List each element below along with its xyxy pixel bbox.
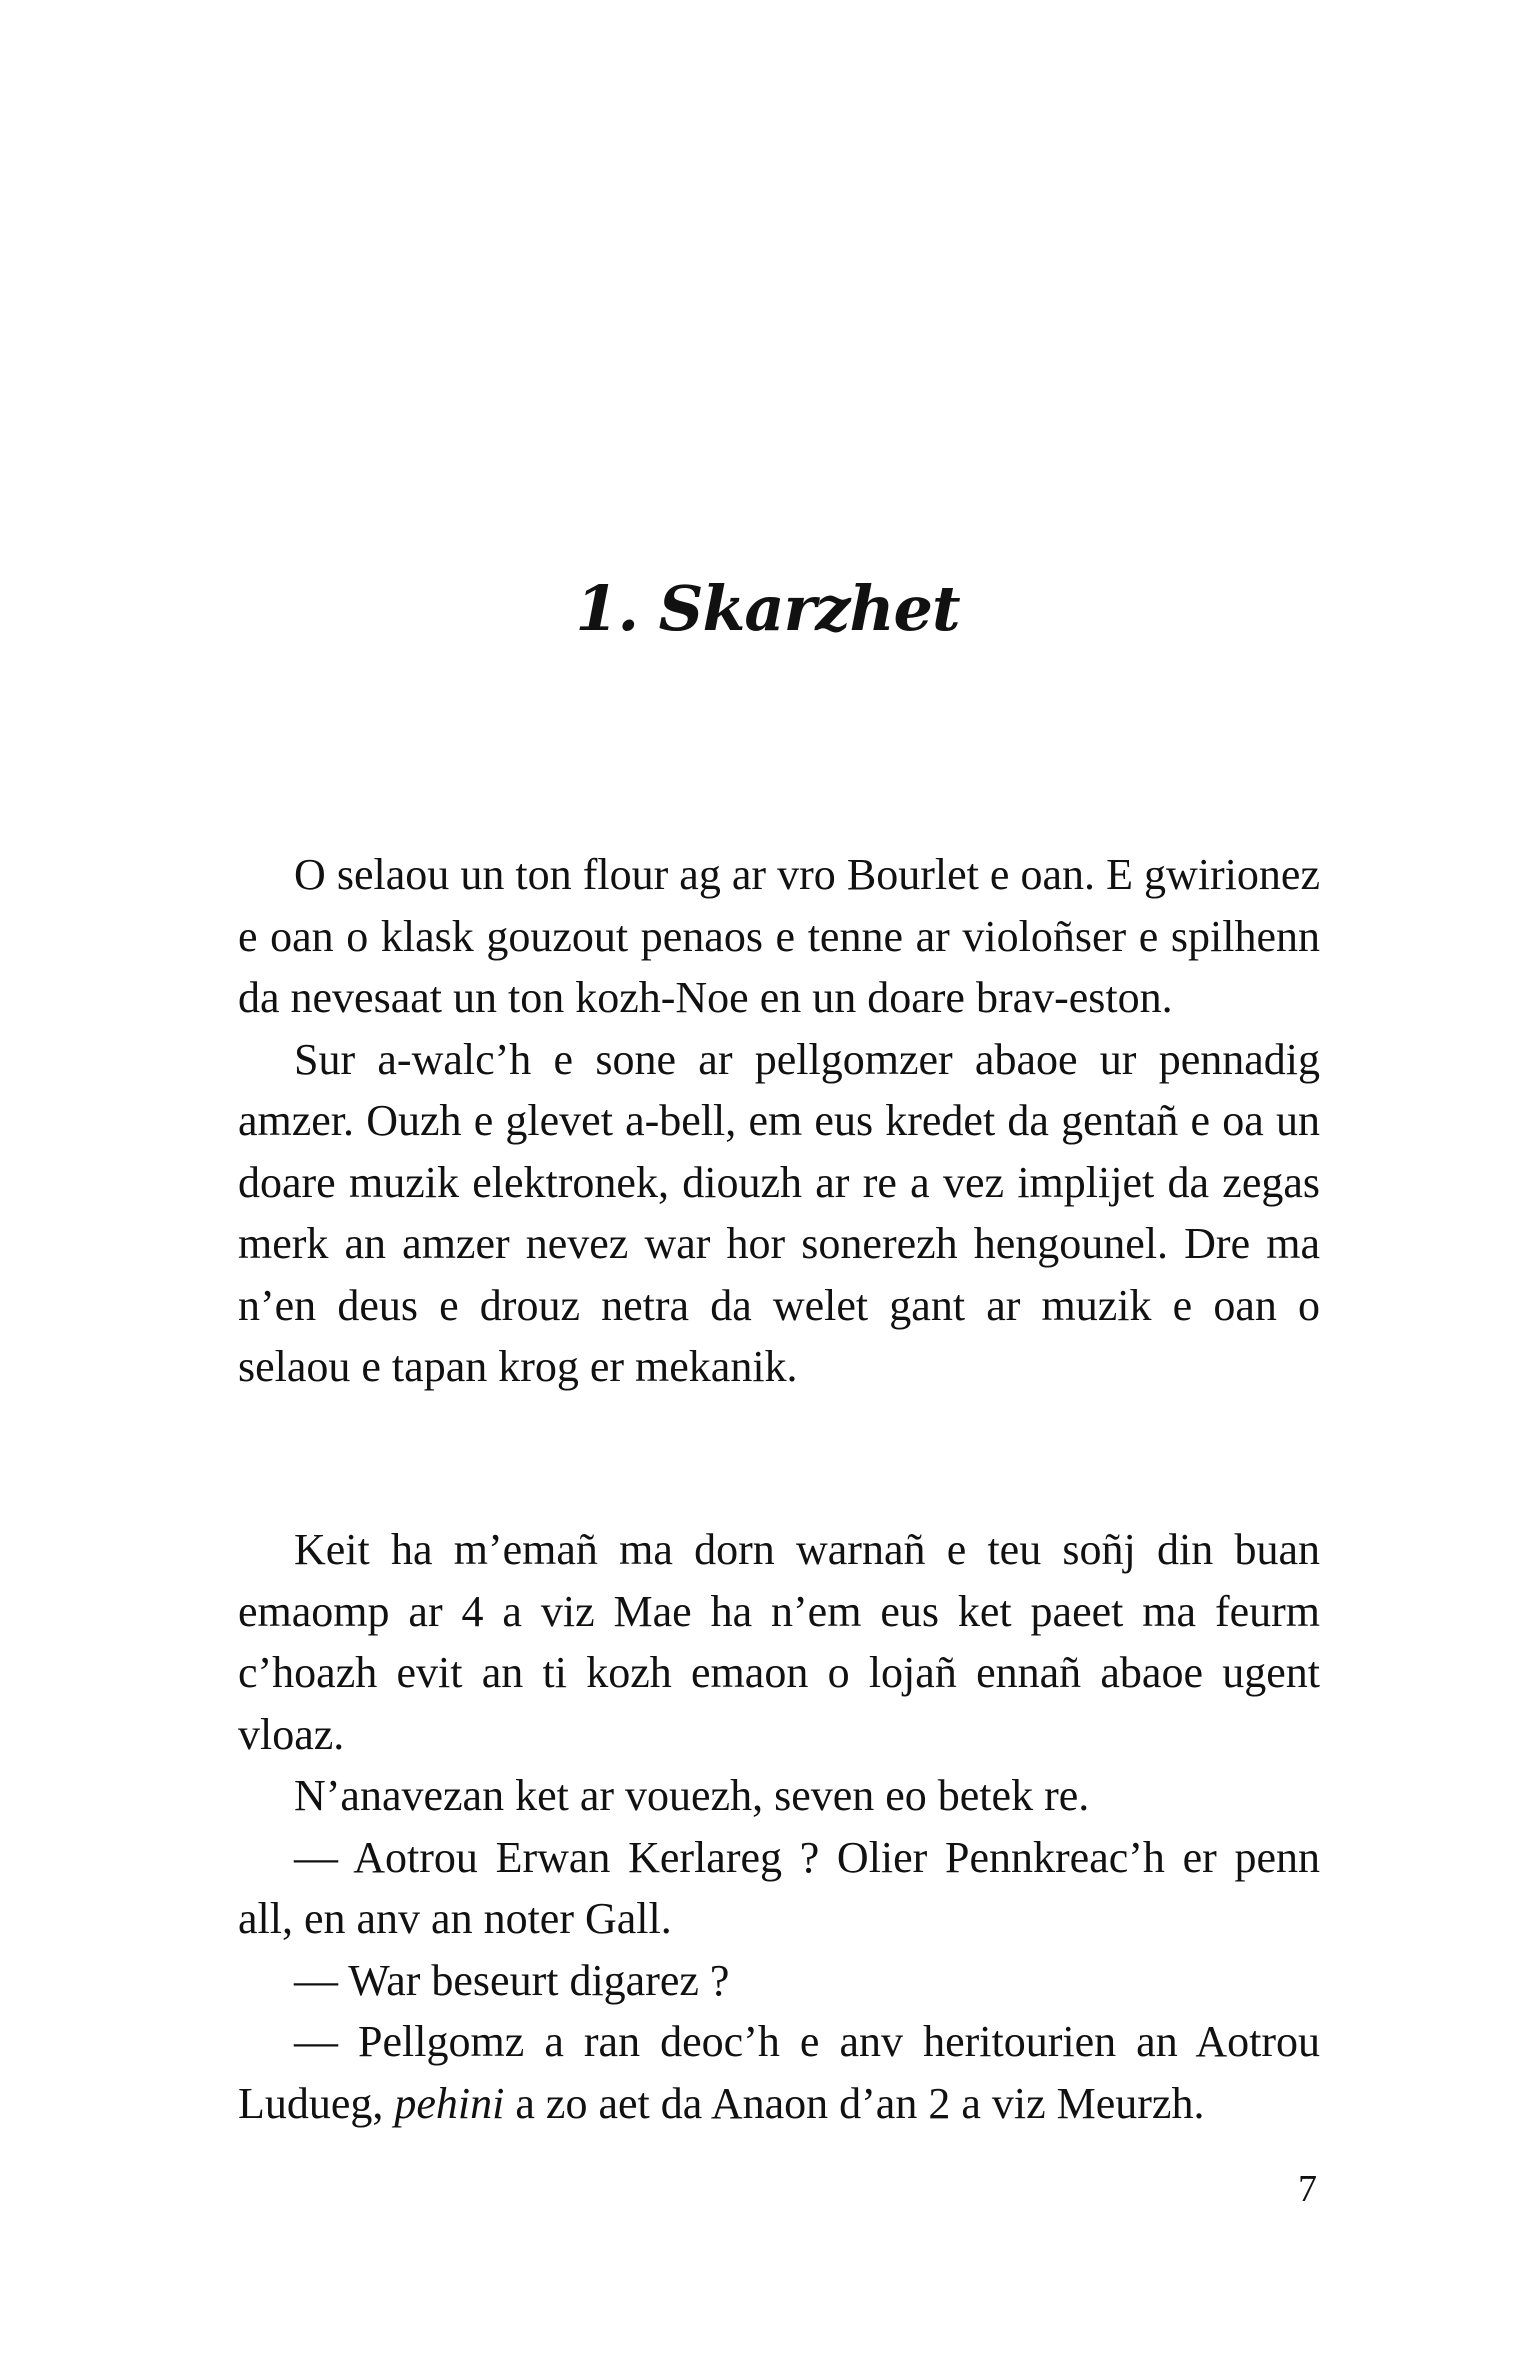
dialogue-text: — Pellgomz a ran deoc’h e anv heritourien an Aotrou Ludueg, xyxy=(238,2017,1320,2128)
paragraph: N’anavezan ket ar vouezh, seven eo betek re. xyxy=(294,1771,1090,1820)
page-number: 7 xyxy=(1298,2168,1317,2210)
paragraph: Keit ha m’emañ ma dorn warnañ e teu soñj din buan emaomp ar 4 a viz Mae ha n’em eus ket paeet ma feurm c’hoazh evit an ti kozh emaon o lojañ ennañ abaoe ugent vloaz. xyxy=(238,1525,1320,1759)
dialogue-line xyxy=(238,2011,1320,2134)
dialogue-line: — War beseurt digarez ? xyxy=(294,1955,730,2005)
text-section-1 xyxy=(238,844,1320,1398)
italic-word: pehini xyxy=(394,2078,505,2128)
dialogue-text: a zo aet da Anaon d’an 2 a viz Meurzh. xyxy=(504,2078,1205,2128)
dialogue-line: — Aotrou Erwan Kerlareg ? Olier Pennkreac’h er penn all, en anv an noter Gall. xyxy=(238,1832,1320,1943)
paragraph: O selaou un ton flour ag ar vro Bourlet e oan. E gwirionez e oan o klask gouzout penaos e tenne ar violoñser e spilhenn da nevesaat un ton kozh-Noe en un doare brav-eston. xyxy=(238,850,1320,1022)
text-section-2 xyxy=(238,1519,1320,2134)
chapter-title: 1. Skarzhet xyxy=(575,572,960,645)
paragraph: Sur a-walc’h e sone ar pellgomzer abaoe ur pennadig amzer. Ouzh e glevet a-bell, em eus kredet da gentañ e oa un doare muzik elektronek, diouzh ar re a vez implijet da zegas merk an amzer nevez war hor sonerezh hengounel. Dre ma n’en deus e drouz netra da welet gant ar muzik e oan o selaou e tapan krog er mekanik. xyxy=(238,1034,1320,1391)
